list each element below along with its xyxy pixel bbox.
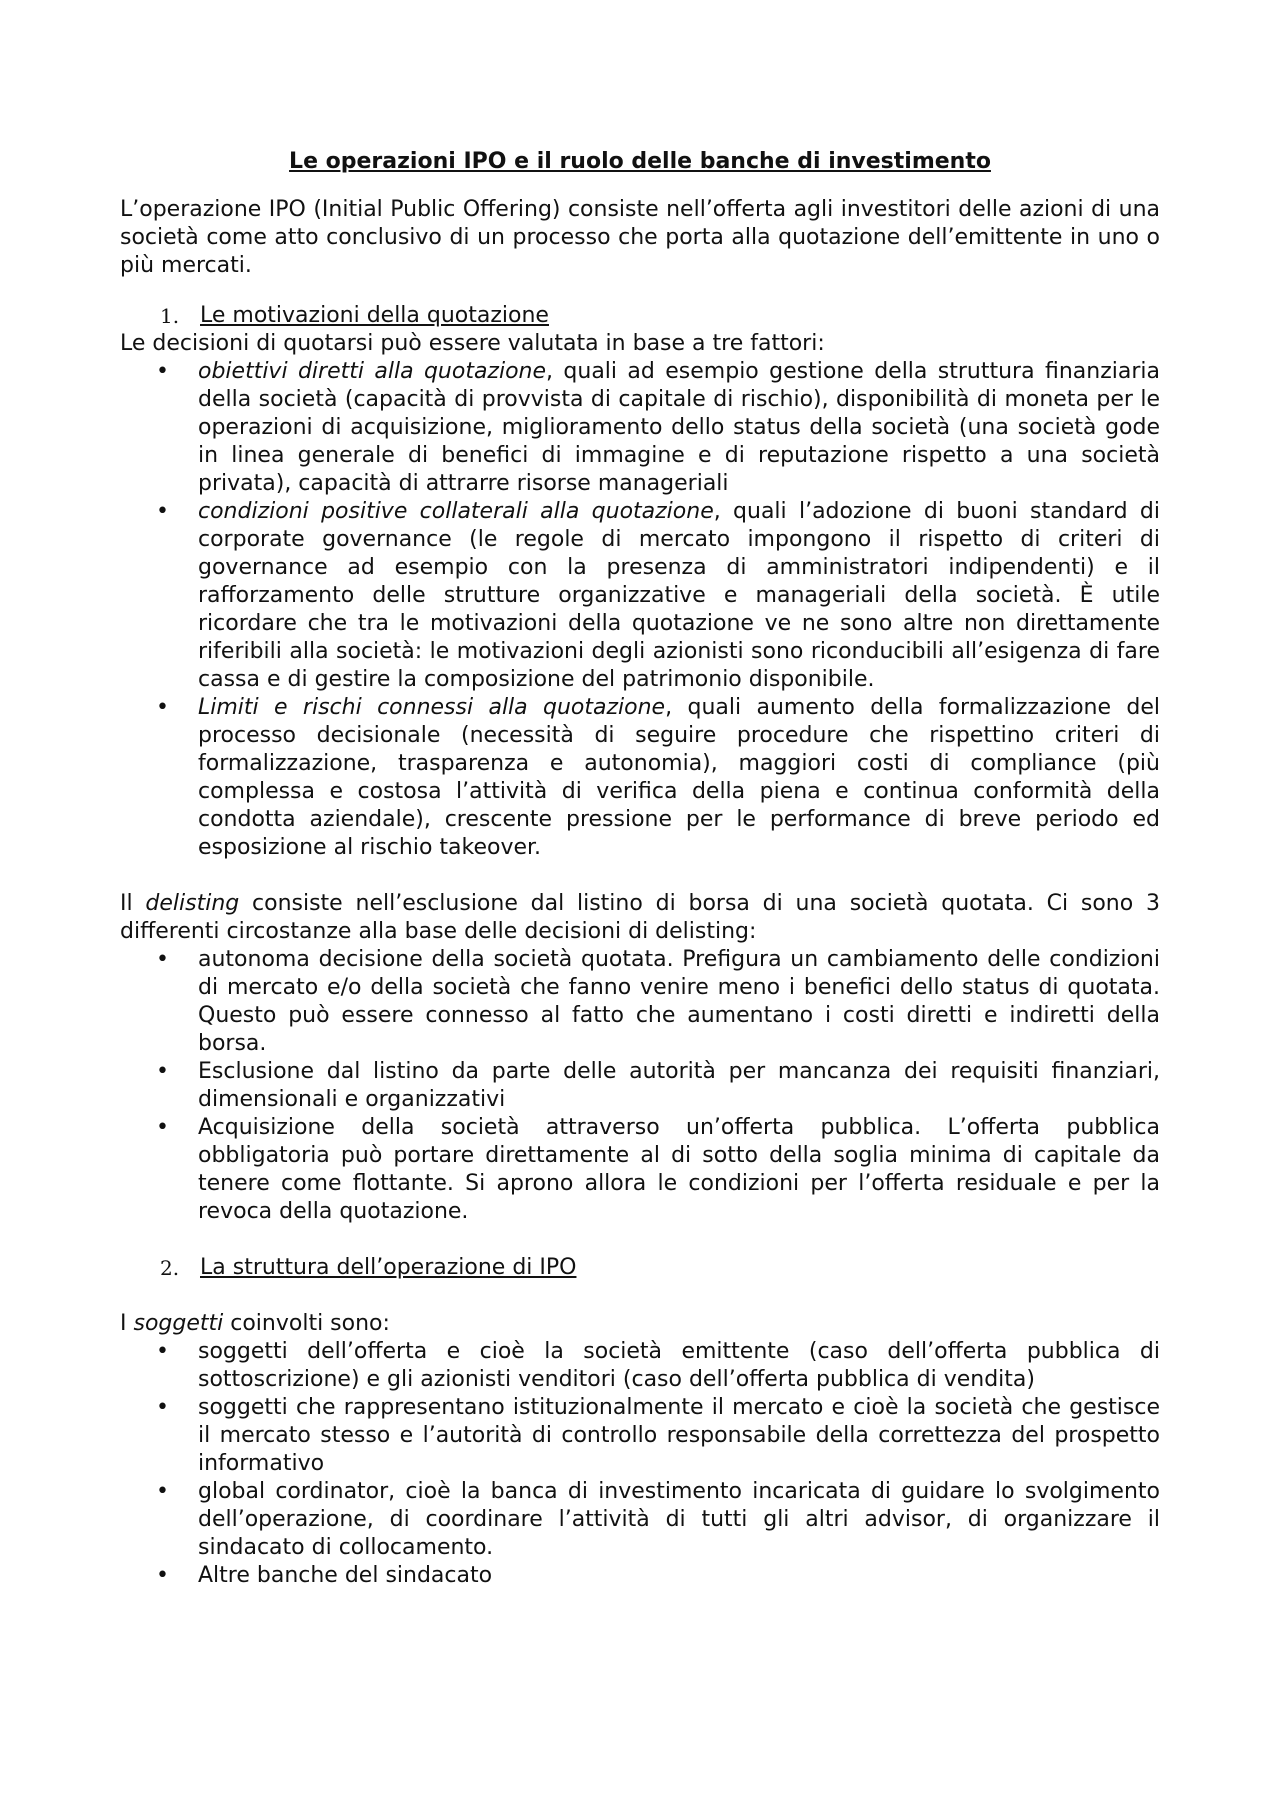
bullet-text: , quali l’adozione di buoni standard di corporate governance (le regole di mercato impongono il rispetto di criteri di governance ad esempio con la presenza di amministratori indipendenti) e il rafforzamento delle strutture organizzative e manageriali della società. È utile ricordare che tra le motivazioni della quotazione ve ne sono altre non direttamente riferibili alla società: le motivazioni degli azionisti sono riconducibili all’esigenza di fare cassa e di gestire la composizione del patrimonio disponibile. <box>198 499 1160 692</box>
document-title: Le operazioni IPO e il ruolo delle banche di investimento <box>289 149 991 174</box>
section-2-lead-term: soggetti <box>133 1311 224 1336</box>
bullet-icon: • <box>156 1479 169 1504</box>
bullet-emphasis: Limiti e rischi connessi alla quotazione <box>198 695 666 720</box>
section-1-number: 1. <box>160 304 180 328</box>
section-2-heading <box>160 1254 1160 1282</box>
bullet-icon: • <box>156 359 169 384</box>
list-item <box>120 498 1160 694</box>
bullet-icon: • <box>156 1059 169 1084</box>
bullet-text: autonoma decisione della società quotata. Prefigura un cambiamento delle condizioni di mercato e/o della società che fanno venire meno i benefici dello status di quotata. Questo può essere connesso al fatto che aumentano i costi diretti e indiretti della borsa. <box>198 947 1160 1056</box>
section-1-title: Le motivazioni della quotazione <box>200 303 549 328</box>
delisting-bullet-list <box>120 946 1160 1226</box>
delisting-term: delisting <box>145 891 240 916</box>
bullet-icon: • <box>156 1115 169 1140</box>
intro-paragraph: L’operazione IPO (Initial Public Offering) consiste nell’offerta agli investitori delle azioni di una società come atto conclusivo di un processo che porta alla quotazione dell’emittente in uno o più mercati. <box>120 197 1160 278</box>
bullet-icon: • <box>156 1395 169 1420</box>
delisting-pre: Il <box>120 891 146 916</box>
bullet-text: soggetti dell’offerta e cioè la società emittente (caso dell’offerta pubblica di sottoscrizione) e gli azionisti venditori (caso dell’offerta pubblica di vendita) <box>198 1339 1160 1392</box>
section-2-lead <box>120 1310 1160 1338</box>
bullet-text: Altre banche del sindacato <box>198 1563 493 1588</box>
list-item <box>120 1058 1160 1114</box>
list-item <box>120 1562 1160 1590</box>
section-2-lead-pre: I <box>120 1311 134 1336</box>
bullet-emphasis: condizioni positive collaterali alla quotazione <box>198 499 714 524</box>
bullet-text: , quali ad esempio gestione della struttura finanziaria della società (capacità di provvista di capitale di rischio), disponibilità di moneta per le operazioni di acquisizione, miglioramento dello status della società (una società gode in linea generale di benefici di immagine e di reputazione rispetto a una società privata), capacità di attrarre risorse manageriali <box>198 359 1160 496</box>
delisting-paragraph <box>120 890 1160 946</box>
bullet-text: global cordinator, cioè la banca di investimento incaricata di guidare lo svolgimento dell’operazione, di coordinare l’attività di tutti gli altri advisor, di organizzare il sindacato di collocamento. <box>198 1479 1160 1560</box>
bullet-emphasis: obiettivi diretti alla quotazione <box>198 359 547 384</box>
bullet-icon: • <box>156 947 169 972</box>
bullet-icon: • <box>156 1563 169 1588</box>
section-2-lead-post: coinvolti sono: <box>223 1311 390 1336</box>
list-item <box>120 1114 1160 1226</box>
bullet-icon: • <box>156 1339 169 1364</box>
list-item <box>120 946 1160 1058</box>
bullet-text: Esclusione dal listino da parte delle autorità per mancanza dei requisiti finanziari, dimensionali e organizzativi <box>198 1059 1160 1112</box>
bullet-icon: • <box>156 499 169 524</box>
section-1-lead: Le decisioni di quotarsi può essere valutata in base a tre fattori: <box>120 331 825 356</box>
bullet-text: Acquisizione della società attraverso un’offerta pubblica. L’offerta pubblica obbligatoria può portare direttamente al di sotto della soglia minima di capitale da tenere come flottante. Si aprono allora le condizioni per l’offerta residuale e per la revoca della quotazione. <box>198 1115 1160 1224</box>
delisting-text: consiste nell’esclusione dal listino di borsa di una società quotata. Ci sono 3 differenti circostanze alla base delle decisioni di delisting: <box>120 891 1160 944</box>
bullet-text: , quali aumento della formalizzazione del processo decisionale (necessità di seguire procedure che rispettino criteri di formalizzazione, trasparenza e autonomia), maggiori costi di compliance (più complessa e costosa l’attività di verifica della piena e continua conformità della condotta aziendale), crescente pressione per le performance di breve periodo ed esposizione al rischio takeover. <box>198 695 1160 860</box>
bullet-text: soggetti che rappresentano istituzionalmente il mercato e cioè la società che gestisce il mercato stesso e l’autorità di controllo responsabile della correttezza del prospetto informativo <box>198 1395 1160 1476</box>
section-2-number: 2. <box>160 1256 180 1280</box>
bullet-icon: • <box>156 695 169 720</box>
section-1-heading <box>160 302 1160 330</box>
section-2-bullet-list <box>120 1338 1160 1590</box>
section-1-bullet-list <box>120 358 1160 862</box>
list-item <box>120 1478 1160 1562</box>
section-2-title: La struttura dell’operazione di IPO <box>200 1255 577 1280</box>
list-item <box>120 358 1160 498</box>
list-item <box>120 1338 1160 1394</box>
list-item <box>120 694 1160 862</box>
list-item <box>120 1394 1160 1478</box>
